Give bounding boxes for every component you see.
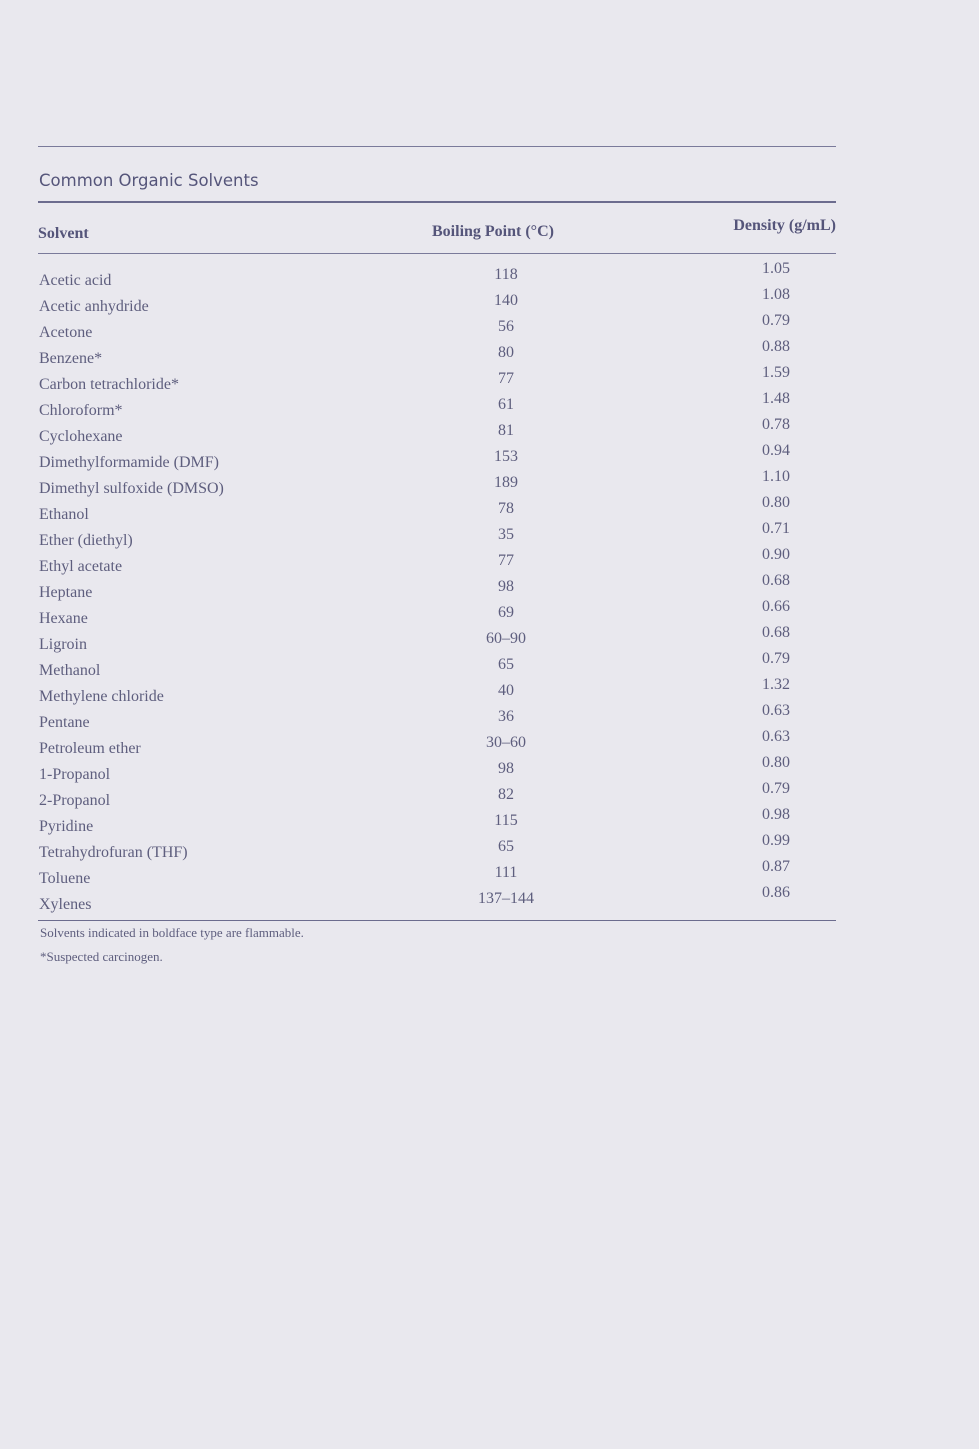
cell-solvent: Cyclohexane xyxy=(39,428,123,445)
cell-boiling-point: 111 xyxy=(494,864,518,881)
solvent-table-section xyxy=(38,146,836,969)
cell-boiling-point: 65 xyxy=(498,656,514,673)
table-row xyxy=(38,468,836,500)
cell-boiling-point: 56 xyxy=(498,318,514,335)
table-row xyxy=(38,598,836,630)
header-density: Density (g/mL) xyxy=(733,217,836,234)
cell-solvent: Dimethyl sulfoxide (DMSO) xyxy=(39,480,224,497)
cell-solvent: Methanol xyxy=(39,662,101,679)
table-row xyxy=(38,416,836,448)
cell-solvent: 2-Propanol xyxy=(39,792,111,809)
cell-density: 0.80 xyxy=(762,494,790,511)
cell-density: 0.68 xyxy=(762,624,790,641)
table-row xyxy=(38,754,836,786)
table-row xyxy=(38,676,836,708)
table-row xyxy=(38,624,836,656)
cell-solvent: Hexane xyxy=(39,610,88,627)
cell-boiling-point: 98 xyxy=(498,760,514,777)
cell-boiling-point: 137–144 xyxy=(478,890,534,907)
cell-boiling-point: 36 xyxy=(498,708,514,725)
header-rule xyxy=(38,253,836,254)
table-row xyxy=(38,442,836,474)
cell-density: 0.79 xyxy=(762,780,790,797)
cell-boiling-point: 153 xyxy=(494,448,518,465)
table-row xyxy=(38,780,836,812)
cell-solvent: Methylene chloride xyxy=(39,688,164,705)
footnote-carcinogen: *Suspected carcinogen. xyxy=(40,949,163,964)
table-row xyxy=(38,312,836,344)
table-row xyxy=(38,260,836,292)
cell-density: 0.86 xyxy=(762,884,790,901)
cell-density: 0.71 xyxy=(762,520,790,537)
cell-solvent: Dimethylformamide (DMF) xyxy=(39,454,219,471)
cell-boiling-point: 69 xyxy=(498,604,514,621)
cell-boiling-point: 40 xyxy=(498,682,514,699)
cell-density: 0.98 xyxy=(762,806,790,823)
table-row xyxy=(38,286,836,318)
cell-solvent: Acetic anhydride xyxy=(39,298,149,315)
cell-solvent: Heptane xyxy=(39,584,93,601)
cell-solvent: Tetrahydrofuran (THF) xyxy=(39,844,188,861)
cell-density: 1.05 xyxy=(762,260,790,277)
table-header xyxy=(38,203,836,247)
cell-density: 0.80 xyxy=(762,754,790,771)
cell-density: 0.88 xyxy=(762,338,790,355)
cell-density: 0.63 xyxy=(762,702,790,719)
table-row xyxy=(38,494,836,526)
cell-solvent: Petroleum ether xyxy=(39,740,141,757)
table-row xyxy=(38,364,836,396)
cell-solvent: Benzene* xyxy=(39,350,103,367)
cell-density: 0.99 xyxy=(762,832,790,849)
cell-solvent: Ethanol xyxy=(39,506,89,523)
cell-solvent: Carbon tetrachloride* xyxy=(39,376,179,393)
table-row xyxy=(38,338,836,370)
table-row xyxy=(38,520,836,552)
table-row xyxy=(38,572,836,604)
cell-boiling-point: 189 xyxy=(494,474,518,491)
cell-density: 1.08 xyxy=(762,286,790,303)
header-boiling-point: Boiling Point (°C) xyxy=(432,223,554,240)
cell-density: 0.90 xyxy=(762,546,790,563)
table-row xyxy=(38,832,836,864)
table-row xyxy=(38,858,836,890)
cell-boiling-point: 78 xyxy=(498,500,514,517)
table-row xyxy=(38,390,836,422)
cell-boiling-point: 82 xyxy=(498,786,514,803)
table-row xyxy=(38,650,836,682)
table-row xyxy=(38,728,836,760)
cell-boiling-point: 115 xyxy=(494,812,518,829)
cell-solvent: Chloroform* xyxy=(39,402,123,419)
cell-boiling-point: 140 xyxy=(494,292,518,309)
table-row xyxy=(38,806,836,838)
header-solvent: Solvent xyxy=(38,225,89,242)
cell-solvent: Ether (diethyl) xyxy=(39,532,133,549)
cell-boiling-point: 80 xyxy=(498,344,514,361)
cell-solvent: Ethyl acetate xyxy=(39,558,123,575)
table-row xyxy=(38,884,836,916)
footnote-flammable: Solvents indicated in boldface type are flammable. xyxy=(40,925,304,940)
cell-boiling-point: 35 xyxy=(498,526,514,543)
cell-solvent: Pyridine xyxy=(39,818,94,835)
cell-solvent: 1-Propanol xyxy=(39,766,111,783)
cell-density: 1.10 xyxy=(762,468,790,485)
cell-density: 0.78 xyxy=(762,416,790,433)
cell-solvent: Ligroin xyxy=(39,636,87,653)
cell-density: 0.68 xyxy=(762,572,790,589)
cell-density: 0.66 xyxy=(762,598,790,615)
cell-density: 0.79 xyxy=(762,312,790,329)
cell-density: 0.63 xyxy=(762,728,790,745)
cell-boiling-point: 60–90 xyxy=(486,630,526,647)
cell-boiling-point: 77 xyxy=(498,370,514,387)
cell-boiling-point: 61 xyxy=(498,396,514,413)
cell-density: 1.48 xyxy=(762,390,790,407)
cell-solvent: Acetone xyxy=(39,324,93,341)
cell-boiling-point: 81 xyxy=(498,422,514,439)
table-row xyxy=(38,702,836,734)
table-caption: Common Organic Solvents xyxy=(39,171,259,190)
cell-boiling-point: 77 xyxy=(498,552,514,569)
cell-boiling-point: 65 xyxy=(498,838,514,855)
top-rule xyxy=(38,146,836,147)
cell-density: 0.79 xyxy=(762,650,790,667)
cell-solvent: Pentane xyxy=(39,714,90,731)
cell-density: 0.94 xyxy=(762,442,790,459)
cell-boiling-point: 30–60 xyxy=(486,734,526,751)
cell-boiling-point: 118 xyxy=(494,266,518,283)
cell-boiling-point: 98 xyxy=(498,578,514,595)
cell-solvent: Xylenes xyxy=(39,896,92,913)
cell-density: 1.32 xyxy=(762,676,790,693)
cell-solvent: Acetic acid xyxy=(39,272,112,289)
cell-solvent: Toluene xyxy=(39,870,91,887)
cell-density: 0.87 xyxy=(762,858,790,875)
table-body xyxy=(38,260,836,916)
cell-density: 1.59 xyxy=(762,364,790,381)
table-row xyxy=(38,546,836,578)
